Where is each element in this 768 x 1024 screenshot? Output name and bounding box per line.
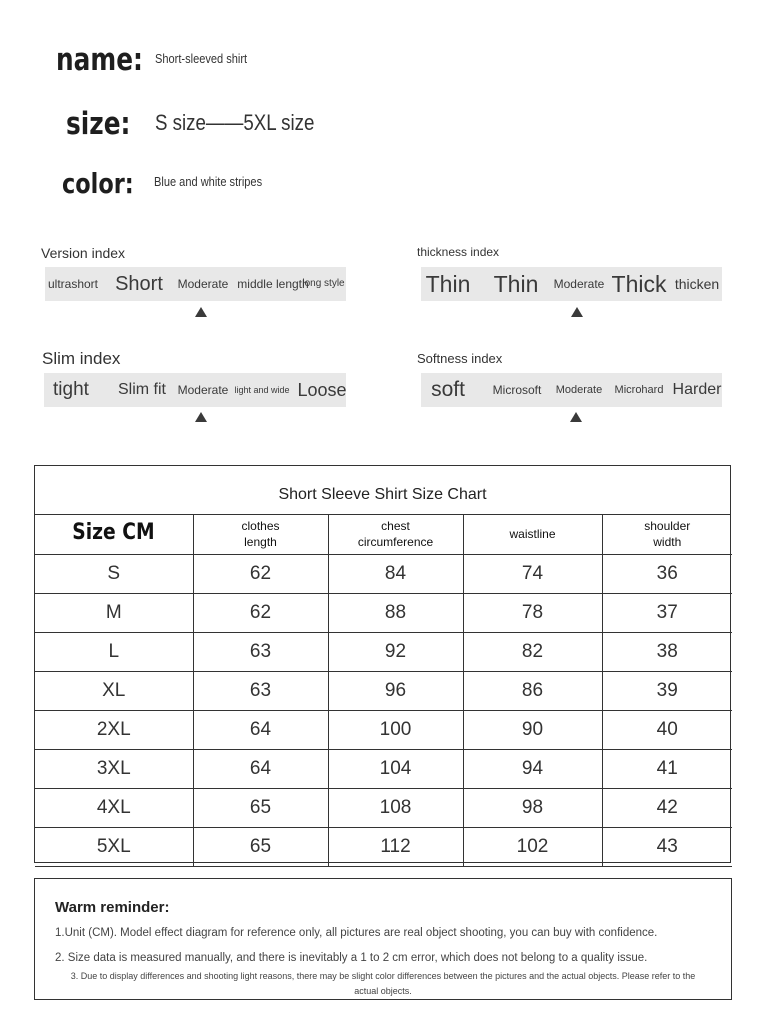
cell-shoulder: 43 [602, 828, 732, 867]
thickness-indicator-arrow-icon [571, 307, 583, 317]
cell-waist: 94 [463, 750, 602, 789]
cell-waist: 102 [463, 828, 602, 867]
table-row [35, 672, 732, 711]
softness-item-soft: soft [431, 378, 465, 401]
slim-item-tight: tight [53, 379, 89, 400]
softness-index-title: Softness index [417, 351, 503, 366]
header-size-cm [35, 514, 193, 555]
cell-size: 2XL [35, 711, 193, 750]
cell-waist: 82 [463, 633, 602, 672]
size-label: size: [66, 106, 131, 142]
table-row [35, 555, 732, 594]
cell-waist: 74 [463, 555, 602, 594]
size-chart-table [35, 514, 732, 867]
cell-chest: 112 [328, 828, 463, 867]
cell-size: XL [35, 672, 193, 711]
cell-chest: 88 [328, 594, 463, 633]
slim-index-title: Slim index [42, 349, 121, 368]
cell-size: L [35, 633, 193, 672]
table-row [35, 789, 732, 828]
name-label: name: [56, 42, 143, 78]
cell-length: 64 [193, 711, 328, 750]
name-value: Short-sleeved shirt [155, 51, 248, 66]
slim-index-bar [44, 373, 346, 407]
cell-size: S [35, 555, 193, 594]
size-chart [34, 465, 731, 863]
version-index-title: Version index [41, 245, 126, 261]
cell-chest: 84 [328, 555, 463, 594]
warm-reminder-box [34, 878, 732, 1000]
color-label: color: [62, 167, 134, 200]
cell-shoulder: 38 [602, 633, 732, 672]
thickness-item-moderate: Moderate [553, 277, 605, 291]
thickness-item-thin-2: Thin [493, 271, 539, 297]
version-item-long-style: long style [302, 278, 345, 289]
cell-shoulder: 41 [602, 750, 732, 789]
cell-length: 65 [193, 828, 328, 867]
softness-item-moderate: Moderate [555, 384, 603, 396]
cell-length: 63 [193, 633, 328, 672]
table-row [35, 633, 732, 672]
cell-waist: 90 [463, 711, 602, 750]
version-item-ultrashort: ultrashort [47, 277, 99, 291]
softness-item-harder: Harder [672, 381, 722, 398]
thickness-index-bar [421, 267, 722, 301]
reminder-line-2: 2. Size data is measured manually, and there is inevitably a 1 to 2 cm error, which does not belong to a quality issue. [55, 952, 648, 964]
header-clothes-length-line1: clothes [241, 519, 280, 533]
softness-index-bar [421, 373, 722, 407]
cell-chest: 92 [328, 633, 463, 672]
cell-waist: 86 [463, 672, 602, 711]
header-waistline-label: waistline [509, 527, 556, 541]
header-chest-circumference [328, 514, 463, 555]
thickness-item-thin: Thin [425, 271, 471, 297]
slim-item-slim-fit: Slim fit [118, 381, 166, 398]
header-clothes-length [193, 514, 328, 555]
cell-length: 62 [193, 594, 328, 633]
reminder-line-1: 1.Unit (CM). Model effect diagram for reference only, all pictures are real object shooting, you can buy with confidence. [55, 927, 658, 939]
version-item-middle-length: middle length [237, 277, 309, 291]
cell-waist: 78 [463, 594, 602, 633]
header-shoulder-width [602, 514, 732, 555]
cell-size: 3XL [35, 750, 193, 789]
reminder-line-3: 3. Due to display differences and shooting light reasons, there may be slight color differences between the pictures and the actual objects. Please refer to the actual objects. [70, 971, 696, 996]
table-row [35, 750, 732, 789]
cell-shoulder: 36 [602, 555, 732, 594]
slim-item-light-and-wide: light and wide [234, 385, 290, 395]
cell-chest: 108 [328, 789, 463, 828]
version-item-short: Short [115, 273, 163, 295]
cell-waist: 98 [463, 789, 602, 828]
cell-shoulder: 37 [602, 594, 732, 633]
header-chest-line1: chest [381, 519, 410, 533]
slim-indicator-arrow-icon [195, 412, 207, 422]
slim-item-loose: Loose [297, 380, 347, 400]
header-clothes-length-line2: length [244, 535, 277, 549]
cell-chest: 104 [328, 750, 463, 789]
thickness-item-thick: Thick [611, 271, 667, 297]
cell-length: 62 [193, 555, 328, 594]
softness-indicator-arrow-icon [570, 412, 582, 422]
cell-length: 63 [193, 672, 328, 711]
cell-chest: 100 [328, 711, 463, 750]
table-row [35, 594, 732, 633]
cell-chest: 96 [328, 672, 463, 711]
warm-reminder-title: Warm reminder: [55, 899, 170, 916]
version-item-moderate: Moderate [177, 277, 229, 291]
cell-size: M [35, 594, 193, 633]
size-chart-title: Short Sleeve Shirt Size Chart [35, 466, 730, 515]
size-chart-header-row [35, 514, 732, 555]
cell-shoulder: 42 [602, 789, 732, 828]
header-waistline [463, 514, 602, 555]
version-indicator-arrow-icon [195, 307, 207, 317]
header-chest-line2: circumference [357, 535, 434, 549]
size-value: S size——5XL size [155, 110, 315, 135]
table-row [35, 828, 732, 867]
softness-item-microhard: Microhard [614, 384, 664, 396]
header-shoulder-line2: width [653, 535, 682, 549]
version-index-bar [45, 267, 346, 301]
slim-item-moderate: Moderate [177, 383, 229, 397]
softness-item-microsoft: Microsoft [492, 383, 542, 397]
cell-length: 65 [193, 789, 328, 828]
cell-length: 64 [193, 750, 328, 789]
thickness-item-thicken: thicken [674, 276, 720, 292]
cell-shoulder: 39 [602, 672, 732, 711]
table-row [35, 711, 732, 750]
thickness-index-title: thickness index [417, 245, 500, 259]
header-shoulder-line1: shoulder [644, 519, 691, 533]
cell-size: 4XL [35, 789, 193, 828]
cell-size: 5XL [35, 828, 193, 867]
cell-shoulder: 40 [602, 711, 732, 750]
header-size-cm-label: Size CM [72, 520, 155, 545]
color-value: Blue and white stripes [154, 174, 263, 189]
